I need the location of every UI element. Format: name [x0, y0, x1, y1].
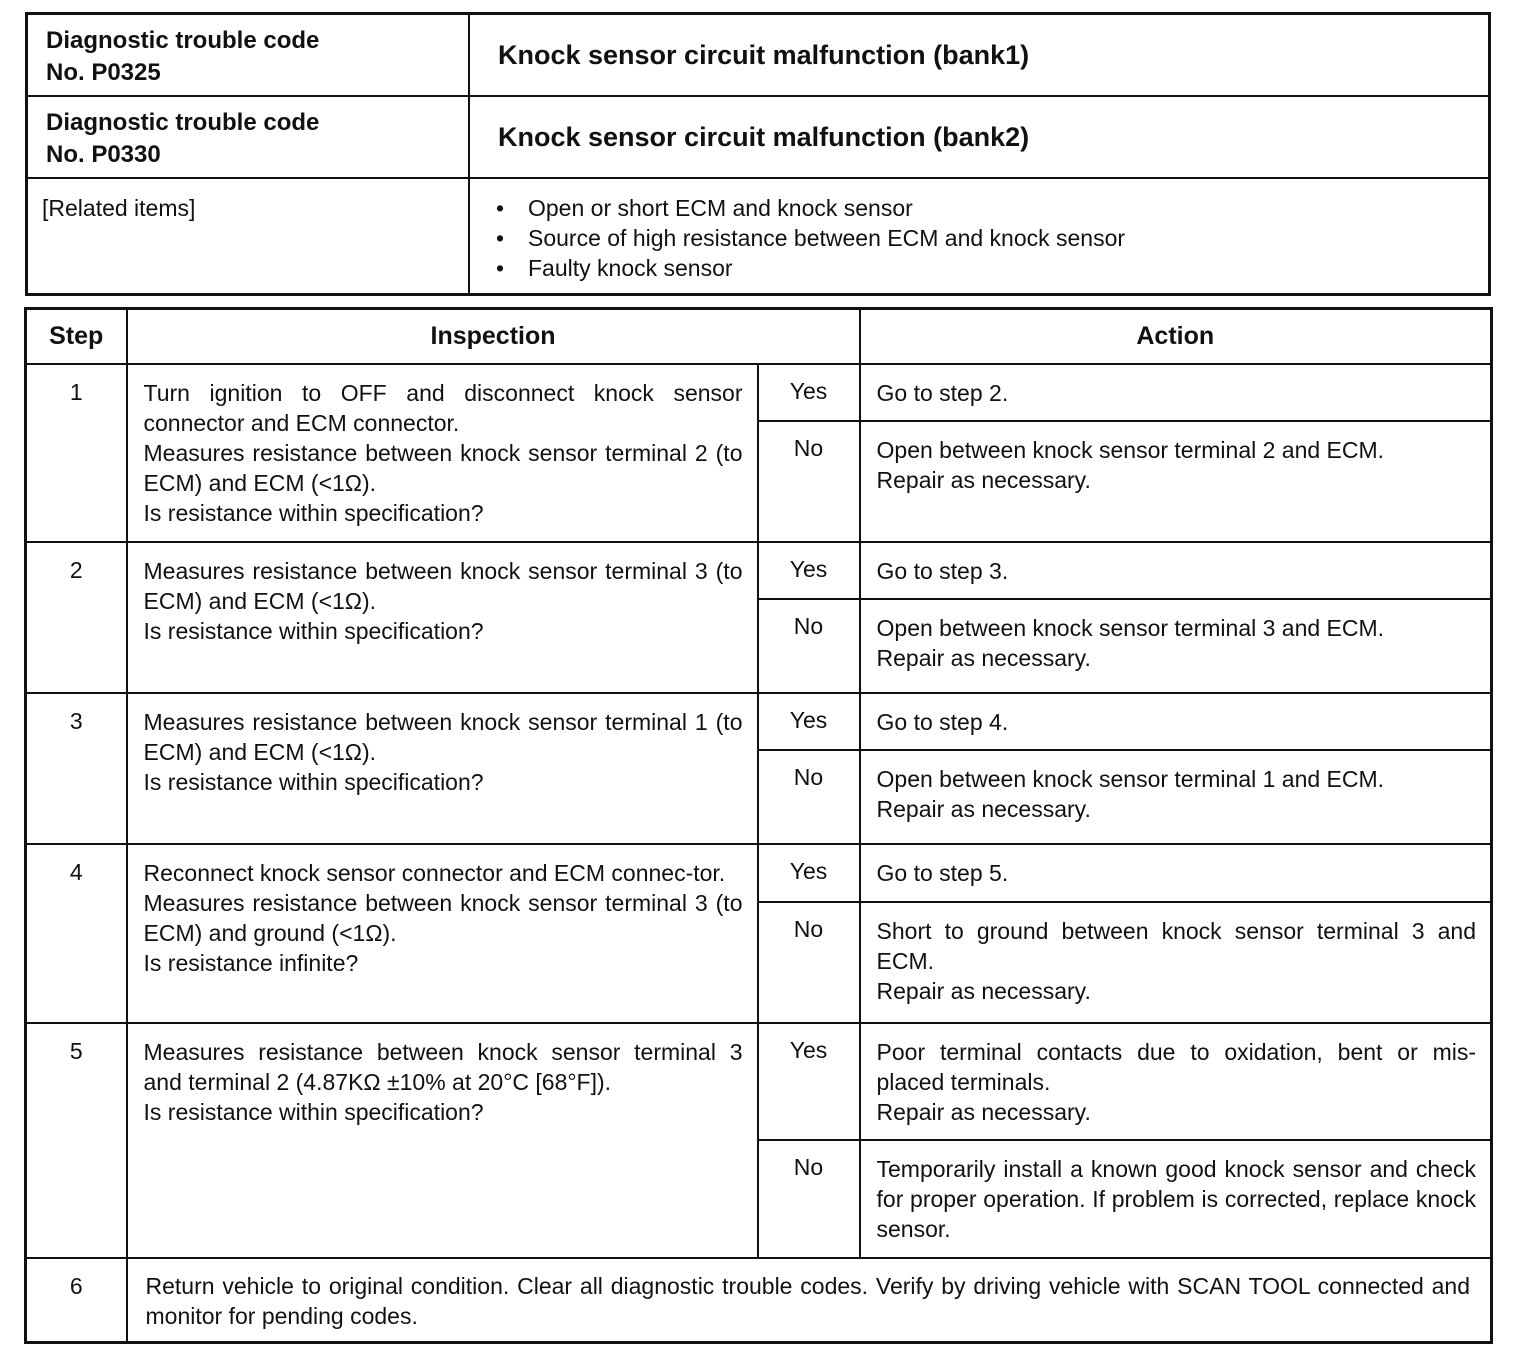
- no-action: [860, 750, 1492, 844]
- action-line: Repair as necessary.: [876, 978, 1091, 1004]
- yes-action: [860, 844, 1492, 902]
- action-line: Go to step 4.: [876, 709, 1009, 735]
- step-inspection: [127, 364, 758, 542]
- no-action: [860, 421, 1492, 542]
- step-number: 4: [26, 844, 127, 1023]
- diagnostic-steps-table: [24, 307, 1493, 1344]
- dtc-code-label: [27, 96, 470, 178]
- inspection-line: Measures resistance between knock sensor terminal 2 (to ECM) and ECM (<1Ω).: [143, 440, 743, 496]
- action-line: Repair as necessary.: [876, 467, 1091, 493]
- inspection-line: Measures resistance between knock sensor terminal 3 (to ECM) and ECM (<1Ω).: [143, 558, 743, 614]
- step-row: [26, 693, 1492, 750]
- yes-label: Yes: [758, 1023, 860, 1140]
- inspection-line: Is resistance within specification?: [143, 769, 484, 795]
- inspection-line: Measures resistance between knock sensor terminal 3 (to ECM) and ground (<1Ω).: [143, 890, 743, 946]
- step-inspection: [127, 693, 758, 844]
- no-label: No: [758, 902, 860, 1023]
- inspection-line: Is resistance within specification?: [143, 1099, 484, 1125]
- action-line: Temporarily install a known good knock sensor and check for proper operation. If problem is corrected, replace knock sensor.: [876, 1156, 1477, 1242]
- dtc-title: Knock sensor circuit malfunction (bank2): [469, 96, 1490, 178]
- action-column-header: Action: [860, 309, 1492, 365]
- inspection-column-header: Inspection: [127, 309, 860, 365]
- step-number: 1: [26, 364, 127, 542]
- yes-label: Yes: [758, 844, 860, 902]
- dtc-row-p0330: [27, 96, 1490, 178]
- action-line: Go to step 5.: [876, 860, 1009, 886]
- dtc-code-label: [27, 14, 470, 97]
- dtc-code-number: No. P0325: [46, 59, 161, 86]
- action-line: Repair as necessary.: [876, 796, 1091, 822]
- no-action: [860, 599, 1492, 693]
- action-line: Short to ground between knock sensor terminal 3 and ECM.: [876, 918, 1477, 974]
- yes-action: [860, 1023, 1492, 1140]
- step-number: 6: [26, 1258, 127, 1342]
- dtc-header-table: [25, 12, 1491, 296]
- action-line: Poor terminal contacts due to oxidation, bent or mis-placed terminals.: [876, 1039, 1477, 1095]
- dtc-title: Knock sensor circuit malfunction (bank1): [469, 14, 1490, 97]
- action-line: Repair as necessary.: [876, 1099, 1091, 1125]
- inspection-line: Measures resistance between knock sensor terminal 3 and terminal 2 (4.87KΩ ±10% at 20°C [68°F]).: [143, 1039, 743, 1095]
- step-row: [26, 1023, 1492, 1140]
- steps-header-row: [26, 309, 1492, 365]
- no-action: [860, 1140, 1492, 1258]
- step-row: [26, 364, 1492, 421]
- related-items-list: [492, 193, 1488, 283]
- step-inspection: [127, 542, 758, 693]
- step-number: 3: [26, 693, 127, 844]
- dtc-row-p0325: [27, 14, 1490, 97]
- no-label: No: [758, 599, 860, 693]
- inspection-line: Turn ignition to OFF and disconnect knock sensor connector and ECM connector.: [143, 380, 743, 436]
- step-row: [26, 542, 1492, 599]
- related-items-label: [Related items]: [27, 178, 470, 295]
- action-line: Go to step 3.: [876, 558, 1009, 584]
- no-label: No: [758, 1140, 860, 1258]
- inspection-line: Is resistance within specification?: [143, 618, 484, 644]
- yes-label: Yes: [758, 364, 860, 421]
- inspection-line: Measures resistance between knock sensor terminal 1 (to ECM) and ECM (<1Ω).: [143, 709, 743, 765]
- related-item: • Open or short ECM and knock sensor: [492, 193, 1488, 223]
- yes-action: [860, 364, 1492, 421]
- inspection-line: Is resistance infinite?: [143, 950, 359, 976]
- step-row: [26, 844, 1492, 902]
- final-step-row: [26, 1258, 1492, 1342]
- no-label: No: [758, 421, 860, 542]
- yes-label: Yes: [758, 693, 860, 750]
- step-number: 5: [26, 1023, 127, 1258]
- final-step-text: Return vehicle to original condition. Clear all diagnostic trouble codes. Verify by driving vehicle with SCAN TOOL connected and monitor for pending codes.: [127, 1258, 1492, 1342]
- action-line: Repair as necessary.: [876, 645, 1091, 671]
- step-number: 2: [26, 542, 127, 693]
- no-action: [860, 902, 1492, 1023]
- no-label: No: [758, 750, 860, 844]
- related-items-row: [27, 178, 1490, 295]
- related-items-cell: [469, 178, 1490, 295]
- dtc-code-number: No. P0330: [46, 141, 161, 168]
- action-line: Go to step 2.: [876, 380, 1009, 406]
- inspection-line: Is resistance within specification?: [143, 500, 484, 526]
- action-line: Open between knock sensor terminal 3 and ECM.: [876, 615, 1385, 641]
- step-column-header: Step: [26, 309, 127, 365]
- step-inspection: [127, 844, 758, 1023]
- related-item: • Faulty knock sensor: [492, 253, 1488, 283]
- action-line: Open between knock sensor terminal 1 and ECM.: [876, 766, 1385, 792]
- action-line: Open between knock sensor terminal 2 and ECM.: [876, 437, 1385, 463]
- yes-label: Yes: [758, 542, 860, 599]
- dtc-code-label-line1: Diagnostic trouble code: [46, 109, 320, 136]
- dtc-code-label-line1: Diagnostic trouble code: [46, 27, 320, 54]
- inspection-line: Reconnect knock sensor connector and ECM connec-tor.: [143, 860, 726, 886]
- yes-action: [860, 693, 1492, 750]
- step-inspection: [127, 1023, 758, 1258]
- yes-action: [860, 542, 1492, 599]
- related-item: • Source of high resistance between ECM and knock sensor: [492, 223, 1488, 253]
